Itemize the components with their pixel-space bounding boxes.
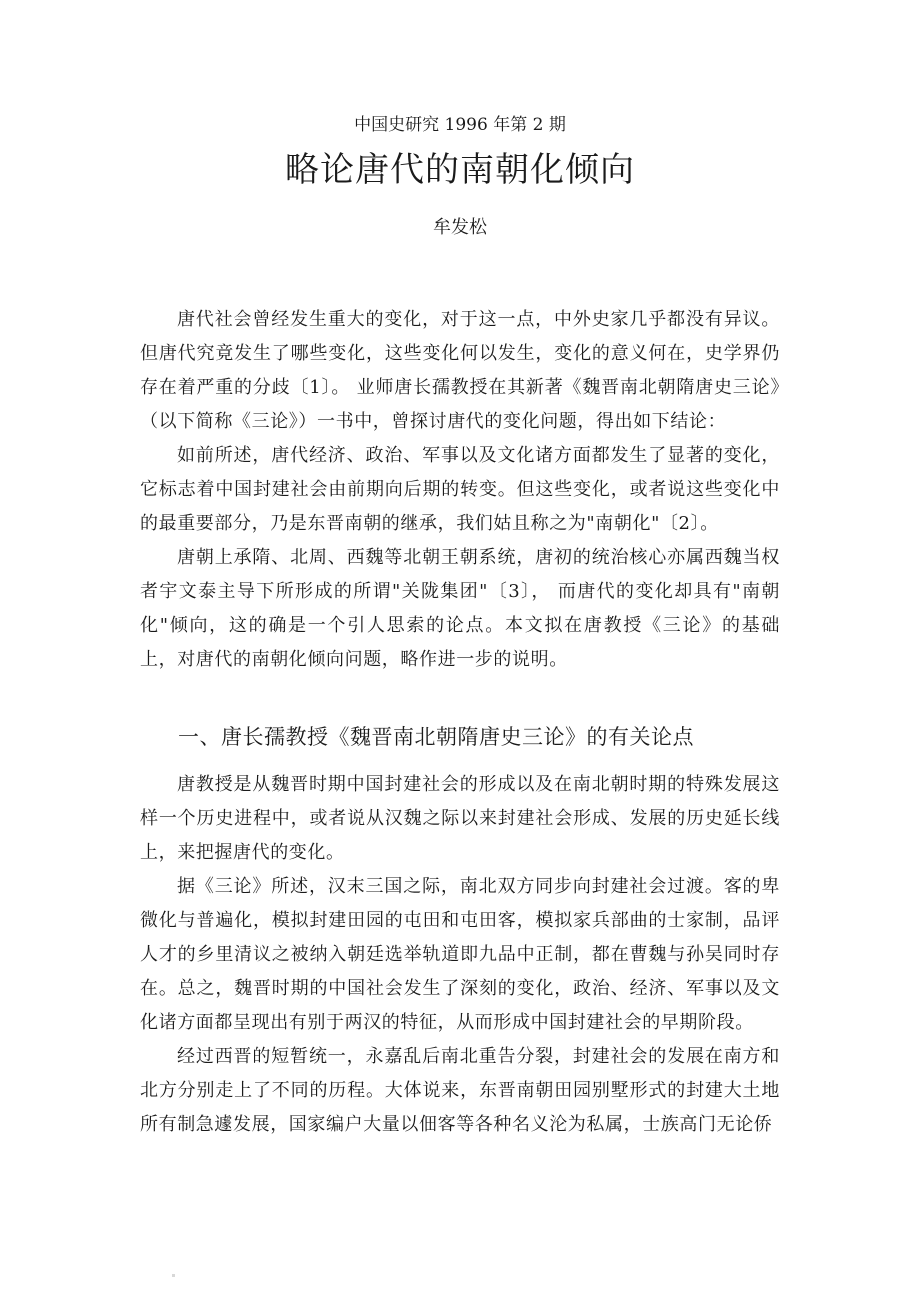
journal-issue: 中国史研究 1996 年第 2 期 — [354, 115, 566, 135]
section-1-paragraph-1: 唐教授是从魏晋时期中国封建社会的形成以及在南北朝时期的特殊发展这样一个历史进程中，或者说从汉魏之际以来封建社会形成、发展的历史延长线上，来把握唐代的变化。 — [140, 774, 780, 863]
article-author: 牟发松 — [433, 217, 487, 238]
intro-paragraph-2: 如前所述，唐代经济、政治、军事以及文化诸方面都发生了显著的变化，它标志着中国封建社会由前期向后期的转变。但这些变化，或者说这些变化中的最重要部分，乃是东晋南朝的继承，我们姑且称之为"南朝化"〔2〕。 — [140, 445, 780, 534]
section-1-paragraph-2: 据《三论》所述，汉末三国之际，南北双方同步向封建社会过渡。客的卑微化与普遍化，模拟封建田园的屯田和屯田客，模拟家兵部曲的士家制，品评人才的乡里清议之被纳入朝廷选举轨道即九品中正制，都在曹魏与孙吴同时存在。总之，魏晋时期的中国社会发生了深刻的变化，政治、经济、军事以及文化诸方面都呈现出有别于两汉的特征，从而形成中国封建社会的早期阶段。 — [140, 876, 780, 1033]
section-1-paragraph-3: 经过西晋的短暂统一，永嘉乱后南北重告分裂，封建社会的发展在南方和北方分别走上了不同的历程。大体说来，东晋南朝田园别墅形式的封建大土地所有制急遽发展，国家编户大量以佃客等各种名义沦为私属，士族高门无论侨 — [140, 1046, 780, 1135]
intro-paragraph-3: 唐朝上承隋、北周、西魏等北朝王朝系统，唐初的统治核心亦属西魏当权者宇文泰主导下所形成的所谓"关陇集团"〔3〕， 而唐代的变化却具有"南朝化"倾向，这的确是一个引人思索的论点。本文拟在唐教授《三论》的基础上，对唐代的南朝化倾向问题，略作进一步的说明。 — [140, 547, 780, 670]
section-1-body — [140, 768, 780, 1142]
article-title: 略论唐代的南朝化倾向 — [285, 150, 635, 190]
intro-paragraph-1: 唐代社会曾经发生重大的变化，对于这一点，中外史家几乎都没有异议。但唐代究竟发生了哪些变化，这些变化何以发生，变化的意义何在，史学界仍存在着严重的分歧〔1〕。 业师唐长孺教授在其新著《魏晋南北朝隋唐史三论》（以下简称《三论》）一书中，曾探讨唐代的变化问题，得出如下结论： — [140, 309, 780, 432]
scan-speck — [172, 1274, 175, 1277]
section-heading-1: 一、唐长孺教授《魏晋南北朝隋唐史三论》的有关论点 — [178, 725, 694, 749]
intro-section — [140, 303, 780, 677]
